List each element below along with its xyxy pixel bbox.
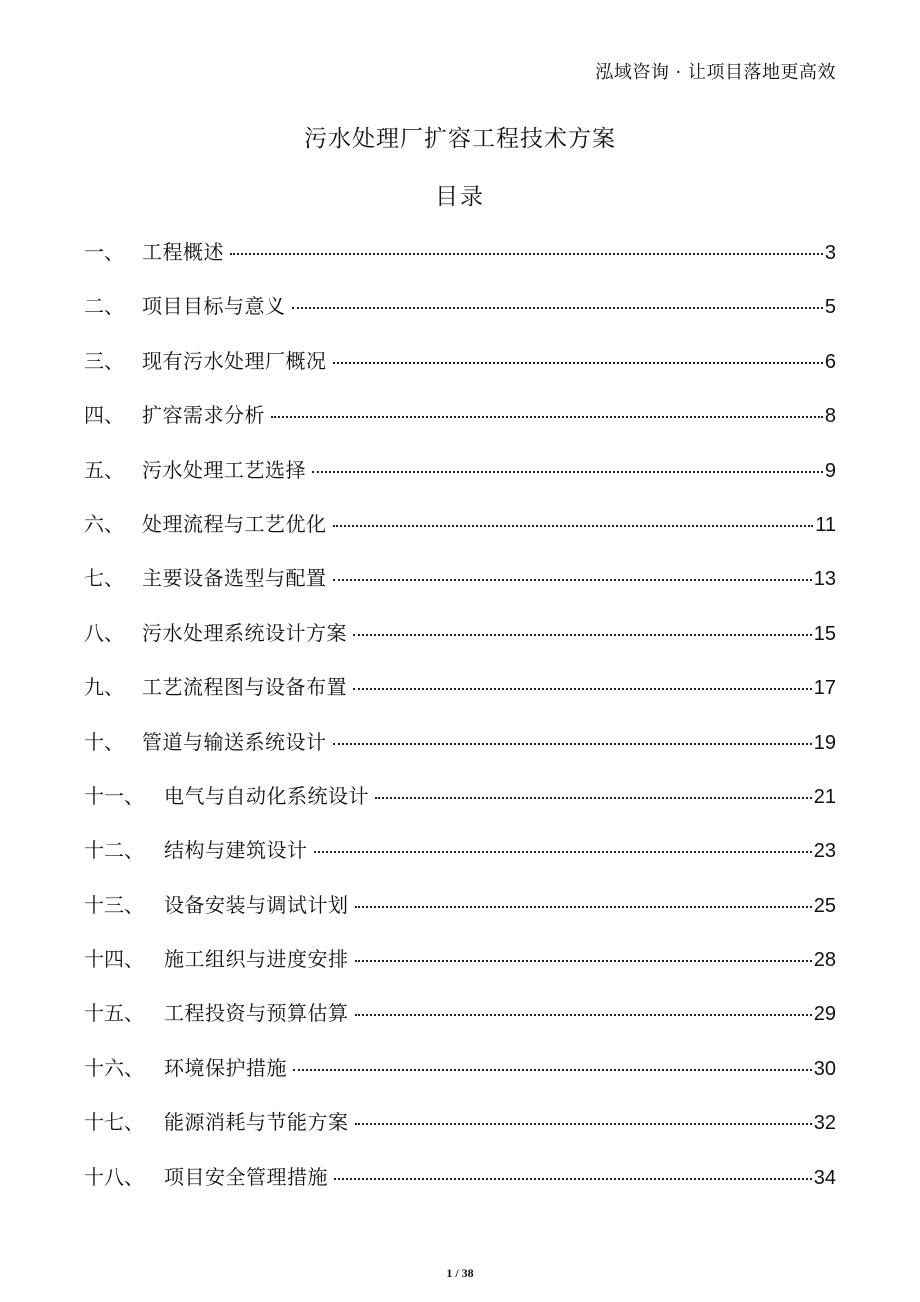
toc-dot-leader: [353, 634, 812, 636]
toc-entry[interactable]: [84, 617, 836, 671]
toc-entry-label: 污水处理工艺选择: [142, 457, 306, 482]
toc-entry-label: 管道与输送系统设计: [142, 729, 327, 754]
toc-dot-leader: [355, 1123, 812, 1125]
toc-entry-label: 扩容需求分析: [142, 403, 265, 428]
toc-entry-label: 主要设备选型与配置: [142, 566, 327, 591]
toc-entry-number: 十、: [84, 729, 124, 754]
toc-entry-page: 6: [824, 350, 836, 373]
toc-entry[interactable]: [84, 508, 836, 562]
toc-entry[interactable]: [84, 834, 836, 888]
toc-entry-page: 8: [824, 405, 836, 428]
table-of-contents: [84, 236, 836, 1215]
toc-entry-label: 处理流程与工艺优化: [142, 511, 327, 536]
toc-entry-number: 十八、: [84, 1164, 144, 1189]
toc-entry-label: 工程概述: [142, 240, 224, 264]
toc-entry[interactable]: [84, 399, 836, 453]
toc-dot-leader: [312, 471, 823, 473]
toc-entry-number: 七、: [84, 566, 124, 591]
toc-entry-page: 28: [813, 949, 836, 972]
toc-entry-number: 三、: [84, 348, 124, 373]
toc-entry[interactable]: [84, 1106, 836, 1160]
toc-entry-number: 十二、: [84, 838, 144, 863]
toc-entry[interactable]: [84, 1161, 836, 1215]
toc-dot-leader: [353, 688, 812, 690]
toc-entry[interactable]: [84, 454, 836, 508]
toc-entry-page: 19: [813, 731, 836, 754]
toc-dot-leader: [334, 1178, 812, 1180]
toc-entry-number: 一、: [84, 240, 124, 264]
toc-dot-leader: [292, 307, 823, 309]
toc-entry[interactable]: [84, 726, 836, 780]
page-number-indicator: 1 / 38: [446, 1266, 474, 1280]
toc-dot-leader: [355, 906, 812, 908]
toc-entry-page: 17: [813, 677, 836, 700]
toc-entry[interactable]: [84, 236, 836, 290]
toc-dot-leader: [333, 743, 812, 745]
toc-entry-number: 八、: [84, 620, 124, 645]
toc-entry[interactable]: [84, 889, 836, 943]
toc-entry-page: 34: [813, 1166, 836, 1189]
toc-entry[interactable]: [84, 943, 836, 997]
toc-entry[interactable]: [84, 671, 836, 725]
toc-entry-page: 5: [824, 296, 836, 319]
toc-entry-number: 二、: [84, 294, 124, 319]
toc-entry-number: 十五、: [84, 1001, 144, 1026]
toc-entry-label: 电气与自动化系统设计: [164, 783, 369, 808]
toc-dot-leader: [333, 362, 823, 364]
toc-entry-page: 30: [813, 1057, 836, 1080]
toc-entry-page: 15: [813, 622, 836, 645]
toc-entry-number: 四、: [84, 403, 124, 428]
toc-entry-page: 23: [813, 840, 836, 863]
document-title: 污水处理厂扩容工程技术方案: [304, 126, 616, 152]
toc-dot-leader: [293, 1069, 812, 1071]
toc-entry-label: 现有污水处理厂概况: [142, 348, 327, 373]
toc-entry[interactable]: [84, 290, 836, 344]
toc-dot-leader: [230, 253, 823, 255]
toc-entry-label: 污水处理系统设计方案: [142, 620, 347, 645]
toc-entry-number: 十三、: [84, 892, 144, 917]
toc-dot-leader: [333, 579, 812, 581]
toc-entry-label: 项目安全管理措施: [164, 1164, 328, 1189]
toc-entry-page: 32: [813, 1112, 836, 1135]
toc-entry-page: 3: [824, 242, 836, 264]
header-slogan: 泓域咨询 · 让项目落地更高效: [595, 62, 836, 83]
toc-dot-leader: [375, 797, 812, 799]
toc-entry-label: 设备安装与调试计划: [164, 892, 349, 917]
toc-entry-page: 25: [813, 894, 836, 917]
toc-entry-label: 环境保护措施: [164, 1055, 287, 1080]
toc-entry-number: 十七、: [84, 1110, 144, 1135]
toc-entry-label: 结构与建筑设计: [164, 838, 308, 863]
toc-entry-number: 十一、: [84, 783, 144, 808]
toc-entry[interactable]: [84, 997, 836, 1051]
toc-entry[interactable]: [84, 562, 836, 616]
toc-entry[interactable]: [84, 1052, 836, 1106]
toc-entry-label: 工程投资与预算估算: [164, 1001, 349, 1026]
toc-heading: 目录: [435, 184, 485, 210]
toc-dot-leader: [355, 1014, 812, 1016]
toc-dot-leader: [355, 960, 812, 962]
toc-entry-number: 十四、: [84, 947, 144, 972]
toc-entry-page: 11: [815, 513, 836, 536]
toc-entry-number: 九、: [84, 675, 124, 700]
toc-dot-leader: [333, 525, 814, 527]
toc-entry[interactable]: [84, 345, 836, 399]
toc-entry-page: 29: [813, 1003, 836, 1026]
toc-entry-page: 9: [824, 459, 836, 482]
toc-entry-page: 21: [813, 785, 836, 808]
toc-entry-label: 工艺流程图与设备布置: [142, 675, 347, 700]
toc-entry-number: 十六、: [84, 1055, 144, 1080]
toc-entry-label: 能源消耗与节能方案: [164, 1110, 349, 1135]
toc-entry-page: 13: [813, 568, 836, 591]
toc-entry-label: 项目目标与意义: [142, 294, 286, 319]
toc-entry-number: 五、: [84, 457, 124, 482]
toc-entry-number: 六、: [84, 511, 124, 536]
toc-dot-leader: [314, 851, 812, 853]
toc-dot-leader: [271, 416, 823, 418]
toc-entry-label: 施工组织与进度安排: [164, 947, 349, 972]
toc-entry[interactable]: [84, 780, 836, 834]
